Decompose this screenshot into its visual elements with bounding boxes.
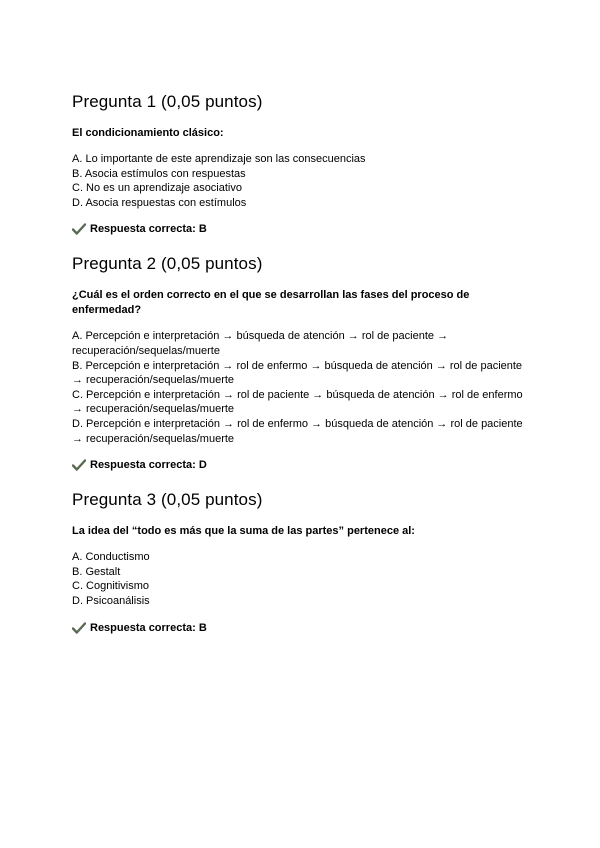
option-b: B. Asocia estímulos con respuestas — [72, 167, 246, 180]
correct-answer — [72, 621, 528, 635]
question-3 — [72, 490, 528, 634]
options-list — [72, 152, 528, 210]
question-1 — [72, 92, 528, 236]
option-a: A. Lo importante de este aprendizaje son las consecuencias — [72, 153, 366, 165]
question-2 — [72, 254, 528, 472]
option-c: C. No es un aprendizaje asociativo — [72, 182, 242, 195]
option-d: D. Asocia respuestas con estímulos — [72, 196, 247, 209]
correct-answer-text: Respuesta correcta: B — [90, 223, 207, 236]
options-list — [72, 550, 528, 608]
checkmark-icon — [72, 223, 86, 235]
question-title: Pregunta 1 (0,05 puntos) — [72, 92, 263, 111]
option-a: A. Percepción e interpretación → búsqueda de atención → rol de paciente → recuperación/sequelas/muerte — [72, 330, 449, 357]
question-title: Pregunta 2 (0,05 puntos) — [72, 254, 263, 274]
question-prompt: ¿Cuál es el orden correcto en el que se desarrollan las fases del proceso de enfermedad? — [72, 289, 470, 317]
correct-answer-text: Respuesta correcta: B — [90, 621, 207, 634]
question-prompt: El condicionamiento clásico: — [72, 127, 224, 139]
checkmark-icon — [72, 622, 86, 634]
question-title: Pregunta 3 (0,05 puntos) — [72, 490, 263, 510]
question-prompt: La idea del “todo es más que la suma de las partes” pertenece al: — [72, 525, 415, 538]
correct-answer-text: Respuesta correcta: D — [90, 459, 207, 472]
options-list — [72, 329, 528, 446]
option-c: C. Percepción e interpretación → rol de paciente → búsqueda de atención → rol de enfermo → recuperación/sequelas/muerte — [72, 388, 523, 416]
option-b: B. Percepción e interpretación → rol de enfermo → búsqueda de atención → rol de paciente → recuperación/sequelas/muerte — [72, 359, 523, 387]
option-b: B. Gestalt — [72, 565, 121, 578]
option-d: D. Percepción e interpretación → rol de enfermo → búsqueda de atención → rol de paciente → recuperación/sequelas/muerte — [72, 417, 523, 445]
correct-answer — [72, 222, 528, 236]
option-c: C. Cognitivismo — [72, 580, 150, 593]
option-d: D. Psicoanálisis — [72, 594, 150, 607]
option-a: A. Conductismo — [72, 551, 150, 564]
checkmark-icon — [72, 459, 86, 471]
correct-answer — [72, 458, 528, 472]
